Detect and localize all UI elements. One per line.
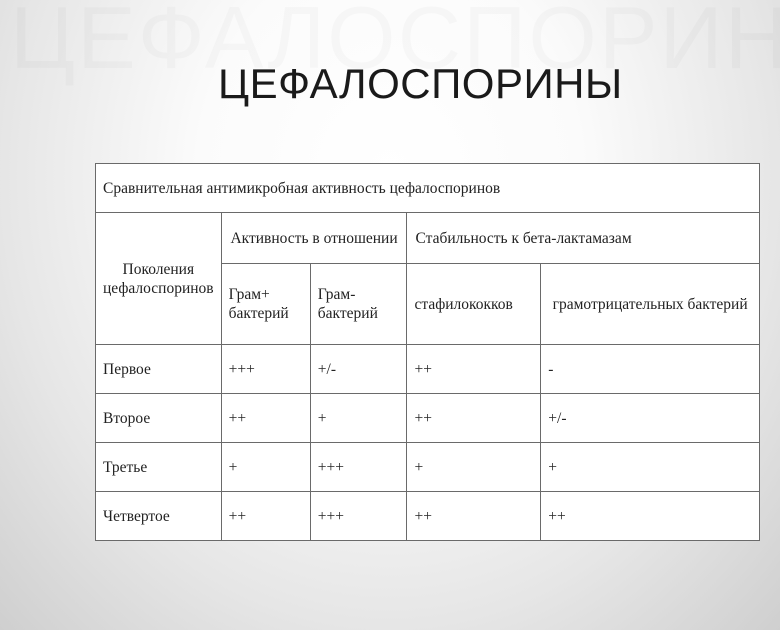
header-generations: Поколения цефалоспоринов [96,213,222,345]
cephalosporin-comparison-table [95,163,760,541]
table-row [96,492,760,541]
gram-negative-stability-cell: + [541,443,760,492]
gram-positive-cell: + [221,443,310,492]
header-gram-negative: Грам- бактерий [310,264,407,345]
table-caption: Сравнительная антимикробная активность цефалоспоринов [96,164,760,213]
gram-negative-stability-cell: - [541,345,760,394]
gram-negative-cell: +++ [310,443,407,492]
table-row [96,394,760,443]
staph-stability-cell: + [407,443,541,492]
gram-negative-cell: +++ [310,492,407,541]
gram-positive-cell: +++ [221,345,310,394]
staph-stability-cell: ++ [407,345,541,394]
generation-cell: Первое [96,345,222,394]
gram-negative-cell: +/- [310,345,407,394]
header-row-1 [96,213,760,264]
gram-positive-cell: ++ [221,492,310,541]
header-stability-group: Стабильность к бета-лактамазам [407,213,760,264]
gram-positive-cell: ++ [221,394,310,443]
generation-cell: Третье [96,443,222,492]
header-gram-positive: Грам+ бактерий [221,264,310,345]
generation-cell: Четвертое [96,492,222,541]
slide-title: ЦЕФАЛОСПОРИНЫ [218,60,623,107]
table-caption-row [96,164,760,213]
table-row [96,345,760,394]
header-activity-group: Активность в отношении [221,213,407,264]
staph-stability-cell: ++ [407,492,541,541]
gram-negative-cell: + [310,394,407,443]
header-staphylococci: стафилококков [407,264,541,345]
generation-cell: Второе [96,394,222,443]
gram-negative-stability-cell: ++ [541,492,760,541]
header-gram-negative-bacteria: грамотрицательных бактерий [541,264,760,345]
staph-stability-cell: ++ [407,394,541,443]
table-row [96,443,760,492]
gram-negative-stability-cell: +/- [541,394,760,443]
